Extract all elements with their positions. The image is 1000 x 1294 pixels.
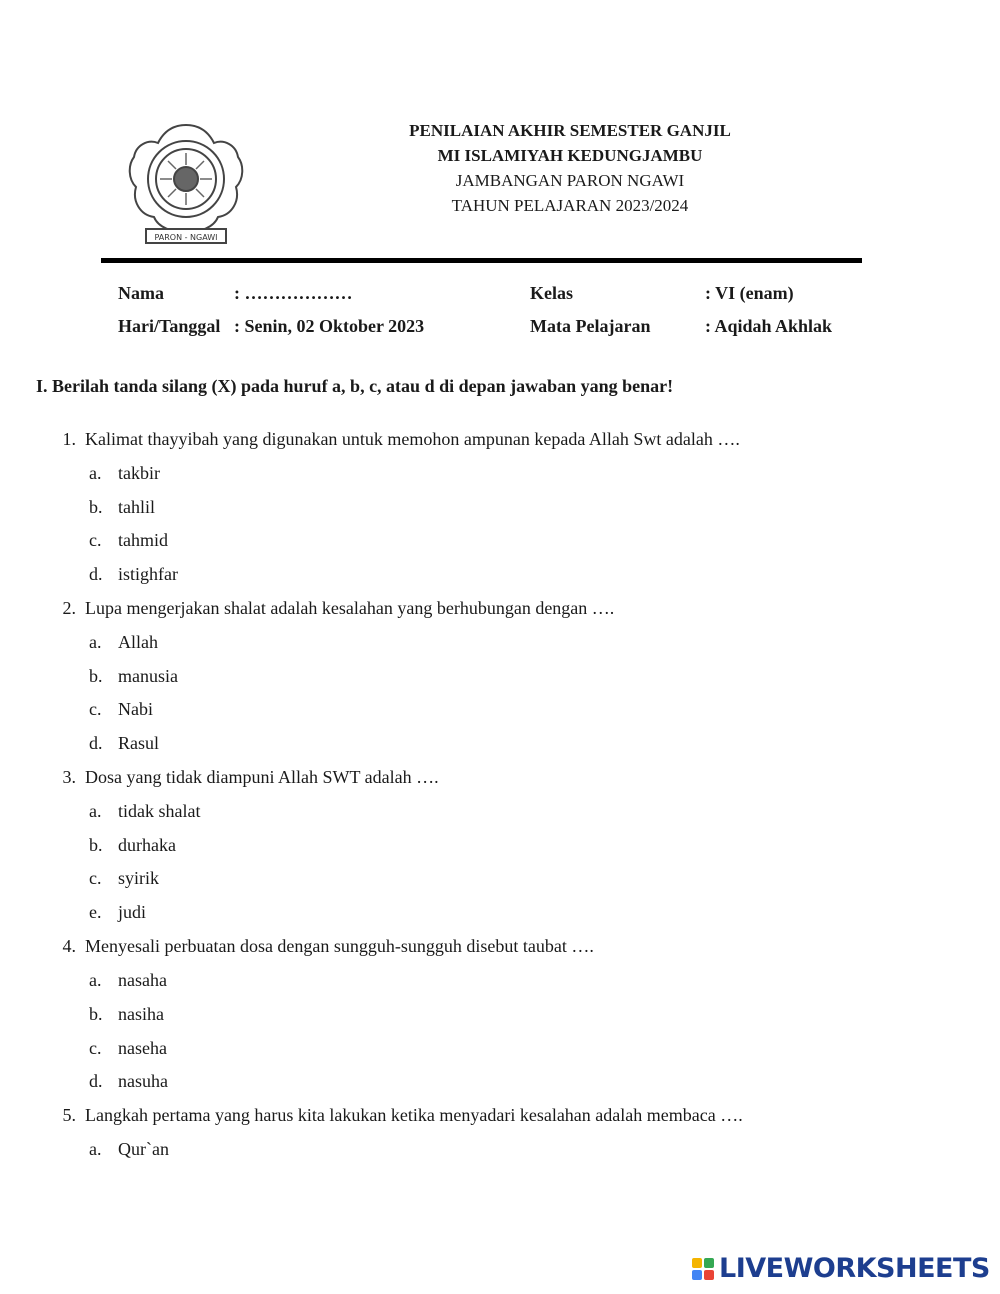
option-text: nasiha	[118, 1004, 164, 1024]
hari-tanggal-value: : Senin, 02 Oktober 2023	[234, 316, 425, 336]
option-letter[interactable]: d.	[89, 564, 103, 584]
nama-label: Nama	[118, 283, 164, 303]
option-text: nasaha	[118, 970, 167, 990]
option-letter[interactable]: d.	[89, 733, 103, 753]
option-text: takbir	[118, 463, 160, 483]
option-text: istighfar	[118, 564, 178, 584]
option-text: judi	[118, 902, 147, 922]
option-letter[interactable]: d.	[89, 1071, 103, 1091]
header-school-name: MI ISLAMIYAH KEDUNGJAMBU	[437, 146, 703, 165]
option-text: durhaka	[118, 835, 176, 855]
option-text: Qur`an	[118, 1139, 169, 1159]
option-letter[interactable]: a.	[89, 801, 102, 821]
option-text: tidak shalat	[118, 801, 201, 821]
option-text: tahlil	[118, 497, 155, 517]
option-letter[interactable]: c.	[89, 699, 102, 719]
question-text: Lupa mengerjakan shalat adalah kesalahan yang berhubungan dengan ….	[85, 598, 615, 618]
option-letter[interactable]: a.	[89, 1139, 102, 1159]
option-text: Allah	[118, 632, 158, 652]
section-instruction: I. Berilah tanda silang (X) pada huruf a, b, c, atau d di depan jawaban yang benar!	[36, 376, 674, 396]
option-text: Nabi	[118, 699, 153, 719]
question-number: 2.	[62, 598, 76, 618]
school-emblem-logo	[124, 117, 248, 249]
svg-text:PARON - NGAWI: PARON - NGAWI	[154, 233, 218, 242]
option-letter[interactable]: b.	[89, 497, 103, 517]
option-text: manusia	[118, 666, 178, 686]
question-text: Langkah pertama yang harus kita lakukan ketika menyadari kesalahan adalah membaca ….	[85, 1105, 743, 1125]
header-location: JAMBANGAN PARON NGAWI	[455, 171, 685, 190]
option-letter[interactable]: c.	[89, 1038, 102, 1058]
header-title: PENILAIAN AKHIR SEMESTER GANJIL	[409, 121, 731, 140]
nama-value[interactable]: : ………………	[234, 283, 353, 303]
liveworksheets-logo-icon	[692, 1258, 714, 1280]
option-letter[interactable]: b.	[89, 666, 103, 686]
question-number: 3.	[62, 767, 76, 787]
hari-tanggal-label: Hari/Tanggal	[118, 316, 221, 336]
option-text: nasuha	[118, 1071, 168, 1091]
question-text: Dosa yang tidak diampuni Allah SWT adalah ….	[85, 767, 439, 787]
option-letter[interactable]: b.	[89, 1004, 103, 1024]
option-text: Rasul	[118, 733, 160, 753]
option-text: syirik	[118, 868, 160, 888]
kelas-label: Kelas	[530, 283, 573, 303]
question-text: Menyesali perbuatan dosa dengan sungguh-sungguh disebut taubat ….	[85, 936, 594, 956]
header-divider	[101, 258, 862, 263]
option-letter[interactable]: c.	[89, 530, 102, 550]
kelas-value: : VI (enam)	[705, 283, 794, 303]
header-academic-year: TAHUN PELAJARAN 2023/2024	[451, 196, 689, 215]
option-letter[interactable]: c.	[89, 868, 102, 888]
option-text: naseha	[118, 1038, 167, 1058]
liveworksheets-wordmark: LIVEWORKSHEETS	[719, 1253, 990, 1284]
exam-header	[320, 118, 820, 218]
option-letter[interactable]: a.	[89, 970, 102, 990]
option-text: tahmid	[118, 530, 168, 550]
question-number: 5.	[62, 1105, 76, 1125]
mata-pelajaran-label: Mata Pelajaran	[530, 316, 651, 336]
option-letter[interactable]: b.	[89, 835, 103, 855]
question-text: Kalimat thayyibah yang digunakan untuk memohon ampunan kepada Allah Swt adalah ….	[85, 429, 740, 449]
option-letter[interactable]: a.	[89, 463, 102, 483]
option-letter[interactable]: a.	[89, 632, 102, 652]
mata-pelajaran-value: : Aqidah Akhlak	[705, 316, 833, 336]
option-letter[interactable]: e.	[89, 902, 102, 922]
question-number: 1.	[62, 429, 76, 449]
question-number: 4.	[62, 936, 76, 956]
